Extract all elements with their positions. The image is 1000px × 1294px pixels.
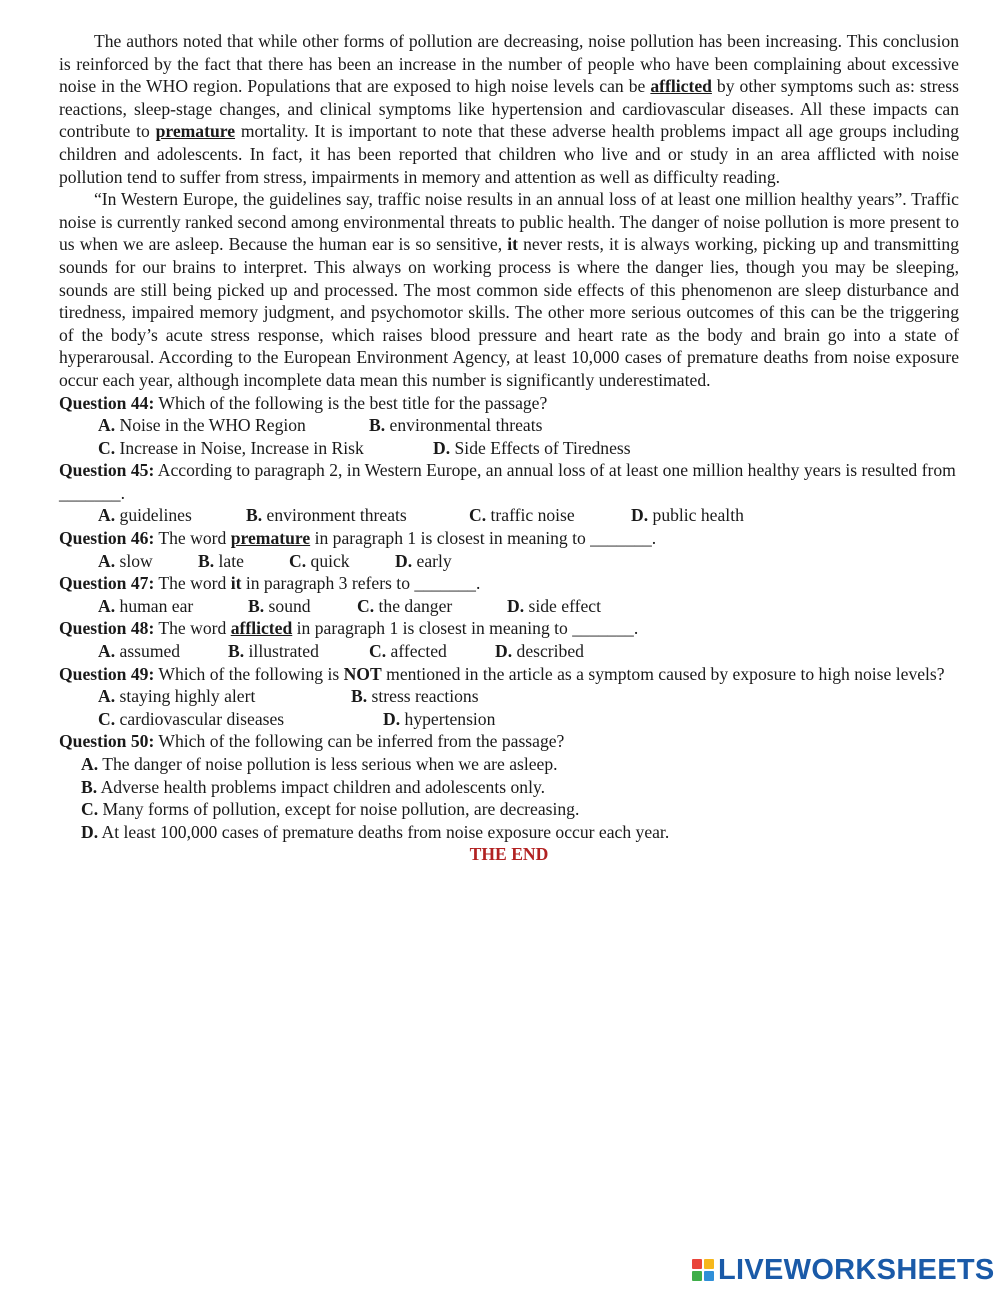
option-c[interactable] bbox=[369, 640, 495, 663]
question-keyword: it bbox=[230, 573, 242, 594]
worksheet-page bbox=[59, 30, 959, 866]
option-letter: D. bbox=[395, 550, 413, 571]
option-text: public health bbox=[652, 505, 744, 526]
passage-text: never rests, it is always working, picking up and transmitting sounds for our brains to interpret. This always on working process is where the danger lies, though you may be sleeping, sounds are still being picked up and processed. The most common side effects of this phenomenon are sleep disturbance and tiredness, impaired memory judgment, and psychomotor skills. The other more serious outcomes of this can be the triggering of the body’s acute stress response, which raises blood pressure and heart rate as the body and brain go into a state of hyperarousal. According to the European Environment Agency, at least 10,000 cases of premature deaths from noise exposure occur each year, although incomplete data mean this number is significantly underestimated. bbox=[59, 234, 959, 390]
option-text: At least 100,000 cases of premature deaths from noise exposure occur each year. bbox=[101, 821, 670, 842]
passage-text: The authors noted that while other forms of pollution are decreasing, noise pollution has been increasing. This conclusion is reinforced by the fact that there has been an increase in the number of people who have been complaining about excessive noise in the WHO region. Populations that are exposed to high noise levels can be bbox=[59, 31, 959, 97]
option-text: Side Effects of Tiredness bbox=[454, 437, 631, 458]
option-b[interactable] bbox=[351, 685, 479, 708]
option-text: slow bbox=[119, 550, 153, 571]
option-a[interactable] bbox=[98, 504, 246, 527]
option-a[interactable] bbox=[98, 414, 369, 437]
question-49-options-row-2 bbox=[59, 708, 959, 731]
option-text: quick bbox=[310, 550, 350, 571]
option-c[interactable] bbox=[59, 798, 959, 821]
option-letter: D. bbox=[433, 437, 451, 458]
keyword-afflicted: afflicted bbox=[650, 76, 712, 97]
option-c[interactable] bbox=[98, 708, 383, 731]
question-text: in paragraph 1 is closest in meaning to _______. bbox=[292, 618, 639, 639]
option-b[interactable] bbox=[248, 595, 357, 618]
option-letter: C. bbox=[81, 799, 99, 820]
option-letter: D. bbox=[81, 821, 99, 842]
option-d[interactable] bbox=[631, 504, 744, 527]
question-text: Which of the following is the best title for the passage? bbox=[154, 392, 548, 413]
option-d[interactable] bbox=[59, 821, 959, 844]
option-c[interactable] bbox=[98, 437, 433, 460]
the-end-label: THE END bbox=[469, 844, 549, 865]
option-text: hypertension bbox=[404, 708, 496, 729]
question-46 bbox=[59, 527, 959, 550]
logo-text: LIVEWORKSHEETS bbox=[718, 1253, 995, 1286]
option-text: late bbox=[218, 550, 244, 571]
question-text: in paragraph 1 is closest in meaning to _______. bbox=[310, 528, 657, 549]
question-47 bbox=[59, 572, 959, 595]
option-letter: A. bbox=[98, 415, 116, 436]
option-b[interactable] bbox=[228, 640, 369, 663]
question-50 bbox=[59, 730, 959, 753]
question-keyword: premature bbox=[230, 528, 311, 549]
option-letter: B. bbox=[351, 686, 368, 707]
option-a[interactable] bbox=[59, 753, 959, 776]
question-44-options-row-1 bbox=[59, 414, 959, 437]
question-46-options bbox=[59, 550, 959, 573]
question-text: mentioned in the article as a symptom caused by exposure to high noise levels? bbox=[381, 663, 945, 684]
option-text: assumed bbox=[119, 641, 181, 662]
option-a[interactable] bbox=[98, 685, 351, 708]
question-45 bbox=[59, 459, 959, 504]
option-text: guidelines bbox=[119, 505, 192, 526]
option-text: Increase in Noise, Increase in Risk bbox=[119, 437, 364, 458]
option-text: affected bbox=[390, 641, 447, 662]
question-text: in paragraph 3 refers to _______. bbox=[241, 573, 481, 594]
question-label: Question 45: bbox=[59, 460, 155, 481]
option-text: Many forms of pollution, except for noise pollution, are decreasing. bbox=[102, 799, 580, 820]
option-d[interactable] bbox=[495, 640, 584, 663]
option-text: stress reactions bbox=[371, 686, 479, 707]
option-text: illustrated bbox=[248, 641, 319, 662]
logo-square-3 bbox=[692, 1271, 702, 1281]
option-letter: C. bbox=[469, 505, 487, 526]
option-a[interactable] bbox=[98, 595, 248, 618]
option-letter: A. bbox=[81, 754, 99, 774]
question-label: Question 46: bbox=[59, 528, 155, 549]
question-49-options-row-1 bbox=[59, 685, 959, 708]
question-44 bbox=[59, 392, 959, 415]
option-a[interactable] bbox=[98, 550, 198, 573]
question-text: The word bbox=[154, 528, 231, 549]
question-text: Which of the following can be inferred from the passage? bbox=[154, 731, 565, 752]
question-keyword: NOT bbox=[343, 663, 382, 684]
question-label: Question 50: bbox=[59, 731, 155, 752]
option-letter: B. bbox=[248, 595, 265, 616]
option-text: Noise in the WHO Region bbox=[119, 415, 306, 436]
option-c[interactable] bbox=[289, 550, 395, 573]
option-letter: A. bbox=[98, 686, 116, 707]
passage-paragraph-1 bbox=[59, 30, 959, 188]
liveworksheets-logo bbox=[692, 1254, 995, 1286]
option-letter: B. bbox=[246, 505, 263, 526]
option-letter: A. bbox=[98, 505, 116, 526]
option-text: The danger of noise pollution is less serious when we are asleep. bbox=[102, 754, 558, 774]
option-letter: C. bbox=[98, 437, 116, 458]
option-text: cardiovascular diseases bbox=[119, 708, 285, 729]
option-d[interactable] bbox=[383, 708, 495, 731]
option-text: human ear bbox=[119, 595, 194, 616]
logo-square-4 bbox=[704, 1271, 714, 1281]
question-45-options bbox=[59, 504, 959, 527]
passage-text: by other symptoms such as: stress reactions, sleep-stage changes, and clinical symptoms like hypertension and cardiovascular diseases. All these impacts can contribute to bbox=[59, 76, 959, 142]
option-text: environmental threats bbox=[389, 415, 543, 436]
question-keyword: afflicted bbox=[230, 618, 293, 639]
question-49 bbox=[59, 663, 959, 686]
passage-text: mortality. It is important to note that these adverse health problems impact all age groups including children and adolescents. In fact, it has been reported that children who live and or study in an area afflicted with noise pollution tend to suffer from stress, impairments in memory and attention as well as difficulty reading. bbox=[59, 121, 959, 187]
keyword-it: it bbox=[507, 234, 518, 255]
passage-paragraph-2 bbox=[59, 188, 959, 391]
option-letter: B. bbox=[228, 641, 245, 662]
logo-square-2 bbox=[704, 1259, 714, 1269]
option-letter: B. bbox=[198, 550, 215, 571]
option-text: Adverse health problems impact children and adolescents only. bbox=[100, 776, 546, 797]
option-text: environment threats bbox=[266, 505, 407, 526]
option-letter: D. bbox=[631, 505, 649, 526]
option-text: the danger bbox=[378, 595, 453, 616]
option-letter: A. bbox=[98, 641, 116, 662]
question-48-options bbox=[59, 640, 959, 663]
option-letter: B. bbox=[81, 776, 98, 797]
option-b[interactable] bbox=[198, 550, 289, 573]
option-c[interactable] bbox=[357, 595, 507, 618]
option-letter: A. bbox=[98, 550, 116, 571]
option-letter: D. bbox=[383, 708, 401, 729]
option-letter: C. bbox=[98, 708, 116, 729]
option-letter: C. bbox=[369, 641, 387, 662]
option-b[interactable] bbox=[246, 504, 469, 527]
option-letter: D. bbox=[507, 595, 525, 616]
option-text: staying highly alert bbox=[119, 686, 256, 707]
option-text: side effect bbox=[528, 595, 601, 616]
option-letter: C. bbox=[289, 550, 307, 571]
question-44-options-row-2 bbox=[59, 437, 959, 460]
option-text: sound bbox=[268, 595, 311, 616]
liveworksheets-logo-icon bbox=[692, 1259, 714, 1281]
option-b[interactable] bbox=[59, 776, 959, 799]
option-d[interactable] bbox=[507, 595, 601, 618]
question-48 bbox=[59, 617, 959, 640]
option-letter: C. bbox=[357, 595, 375, 616]
question-label: Question 49: bbox=[59, 663, 155, 684]
option-b[interactable] bbox=[369, 414, 542, 437]
question-47-options bbox=[59, 595, 959, 618]
logo-square-1 bbox=[692, 1259, 702, 1269]
question-text: The word bbox=[154, 573, 231, 594]
option-letter: B. bbox=[369, 415, 386, 436]
option-letter: A. bbox=[98, 595, 116, 616]
option-c[interactable] bbox=[469, 504, 631, 527]
keyword-premature: premature bbox=[155, 121, 236, 142]
option-letter: D. bbox=[495, 641, 513, 662]
option-a[interactable] bbox=[98, 640, 228, 663]
question-label: Question 47: bbox=[59, 573, 155, 594]
option-text: traffic noise bbox=[490, 505, 575, 526]
option-d[interactable] bbox=[433, 437, 631, 460]
question-label: Question 48: bbox=[59, 618, 155, 639]
passage-text: “In Western Europe, the guidelines say, traffic noise results in an annual loss of at least one million healthy years”. Traffic noise is currently ranked second among environmental threats to public health. The danger of noise pollution is more present to us when we are asleep. Because the human ear is so sensitive, bbox=[59, 189, 959, 255]
question-label: Question 44: bbox=[59, 392, 155, 413]
question-text: The word bbox=[154, 618, 231, 639]
option-d[interactable] bbox=[395, 550, 452, 573]
question-text: According to paragraph 2, in Western Europe, an annual loss of at least one million healthy years is resulted from _______. bbox=[59, 460, 956, 503]
option-text: early bbox=[416, 550, 452, 571]
question-text: Which of the following is bbox=[154, 663, 344, 684]
option-text: described bbox=[516, 641, 584, 662]
